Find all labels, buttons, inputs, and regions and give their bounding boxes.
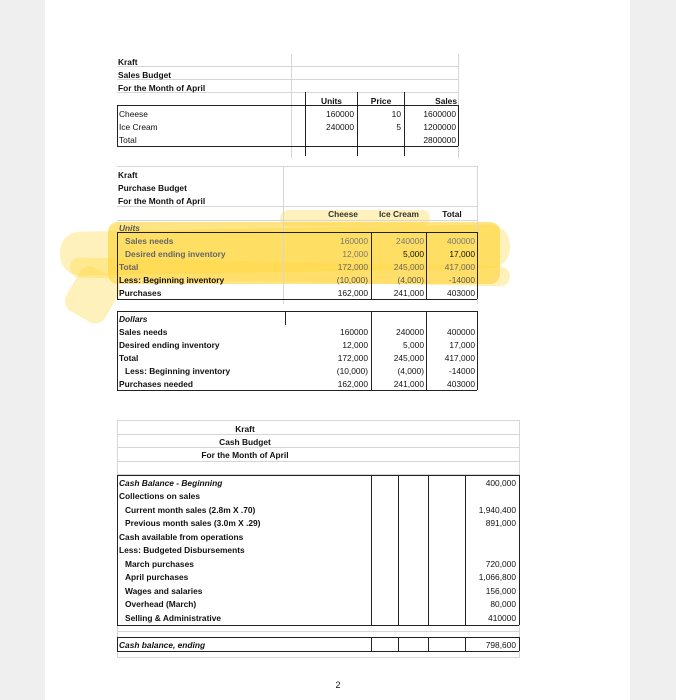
purchase-cell: (4,000)	[397, 275, 424, 285]
cash-row-amount: 156,000	[485, 586, 516, 596]
cash-row-label: March purchases	[125, 559, 194, 569]
dollars-row-label: Purchases needed	[119, 379, 194, 389]
dollars-cell: 400000	[447, 327, 475, 337]
cash-row-amount: 410000	[488, 613, 516, 623]
sales-header-price: Price	[370, 96, 392, 106]
cash-row-label: Previous month sales (3.0m X .29)	[125, 518, 261, 528]
sales-cell: 2800000	[423, 135, 456, 145]
purchase-company: Kraft	[118, 170, 138, 180]
dollars-cell: 240000	[396, 327, 424, 337]
dollars-cell: 5,000	[403, 340, 424, 350]
purchase-row-label: Purchases	[119, 288, 162, 298]
cash-period: For the Month of April	[201, 450, 289, 460]
purchase-header-cheese: Cheese	[328, 209, 358, 219]
dollars-heading: Dollars	[119, 314, 148, 324]
dollars-cell: 162,000	[337, 379, 368, 389]
dollars-cell: 403000	[447, 379, 475, 389]
purchase-cell: 5,000	[403, 249, 424, 259]
purchase-cell: (10,000)	[336, 275, 368, 285]
cash-ending-label: Cash balance, ending	[119, 640, 206, 650]
dollars-cell: 160000	[340, 327, 368, 337]
cash-row-amount: 1,066,800	[478, 572, 516, 582]
purchase-row-label: Sales needs	[125, 236, 174, 246]
dollars-cell: 17,000	[449, 340, 475, 350]
sales-cell: 1600000	[423, 109, 456, 119]
dollars-cell: 172,000	[337, 353, 368, 363]
dollars-row-label: Sales needs	[119, 327, 168, 337]
sales-cell: 1200000	[423, 122, 456, 132]
purchase-row-label: Less: Beginning inventory	[119, 275, 225, 285]
cash-row-label: Current month sales (2.8m X .70)	[125, 505, 256, 515]
cash-row-amount: 720,000	[485, 559, 516, 569]
purchase-cell: 17,000	[449, 249, 475, 259]
purchase-units-heading: Units	[119, 223, 140, 233]
sales-cell: 240000	[326, 122, 354, 132]
cash-row-label: Less: Budgeted Disbursements	[119, 545, 245, 555]
cash-row-label: Selling & Administrative	[125, 613, 222, 623]
purchase-cell: 400000	[447, 236, 475, 246]
page-number: 2	[335, 680, 341, 690]
cash-row-label: April purchases	[125, 572, 189, 582]
cash-row-amount: 891,000	[485, 518, 516, 528]
purchase-cell: 240000	[396, 236, 424, 246]
sales-cell: 160000	[326, 109, 354, 119]
dollars-row-label: Total	[119, 353, 139, 363]
dollars-cell: 12,000	[342, 340, 368, 350]
dollars-cell: (10,000)	[336, 366, 368, 376]
purchase-cell: 241,000	[393, 288, 424, 298]
purchase-cell: 172,000	[337, 262, 368, 272]
sales-row-label: Cheese	[119, 109, 148, 119]
dollars-cell: 417,000	[444, 353, 475, 363]
purchase-period: For the Month of April	[118, 196, 206, 206]
dollars-cell: -14000	[448, 366, 475, 376]
sales-row-label: Ice Cream	[119, 122, 158, 132]
purchase-cell: 160000	[340, 236, 368, 246]
purchase-header-total: Total	[442, 209, 462, 219]
sales-period: For the Month of April	[118, 83, 206, 93]
dollars-cell: (4,000)	[397, 366, 424, 376]
dollars-row-label: Less: Beginning inventory	[125, 366, 231, 376]
cash-row-label: Cash available from operations	[119, 532, 244, 542]
cash-row-amount: 400,000	[485, 478, 516, 488]
purchase-cell: 162,000	[337, 288, 368, 298]
cash-row-label: Cash Balance - Beginning	[119, 478, 223, 488]
sales-title: Sales Budget	[118, 70, 172, 80]
purchase-cell: 12,000	[342, 249, 368, 259]
purchase-cell: 403000	[447, 288, 475, 298]
purchase-row-label: Desired ending inventory	[125, 249, 226, 259]
purchase-title: Purchase Budget	[118, 183, 187, 193]
purchase-row-label: Total	[119, 262, 139, 272]
cash-row-label: Overhead (March)	[125, 599, 197, 609]
sales-cell: 10	[391, 109, 401, 119]
cash-row-amount: 80,000	[490, 599, 516, 609]
cash-ending-amount: 798,600	[485, 640, 516, 650]
cash-company: Kraft	[235, 424, 255, 434]
cash-row-label: Wages and salaries	[125, 586, 203, 596]
purchase-header-icecream: Ice Cream	[378, 209, 420, 219]
dollars-row-label: Desired ending inventory	[119, 340, 220, 350]
sales-header-units: Units	[321, 96, 342, 106]
sales-row-label: Total	[119, 135, 137, 145]
sales-cell: 5	[396, 122, 401, 132]
purchase-cell: 417,000	[444, 262, 475, 272]
purchase-cell: -14000	[448, 275, 475, 285]
purchase-cell: 245,000	[393, 262, 424, 272]
dollars-cell: 241,000	[393, 379, 424, 389]
cash-row-amount: 1,940,400	[478, 505, 516, 515]
sales-header-sales: Sales	[435, 96, 457, 106]
dollars-cell: 245,000	[393, 353, 424, 363]
cash-row-label: Collections on sales	[119, 491, 200, 501]
sales-company: Kraft	[118, 57, 138, 67]
cash-title: Cash Budget	[219, 437, 271, 447]
